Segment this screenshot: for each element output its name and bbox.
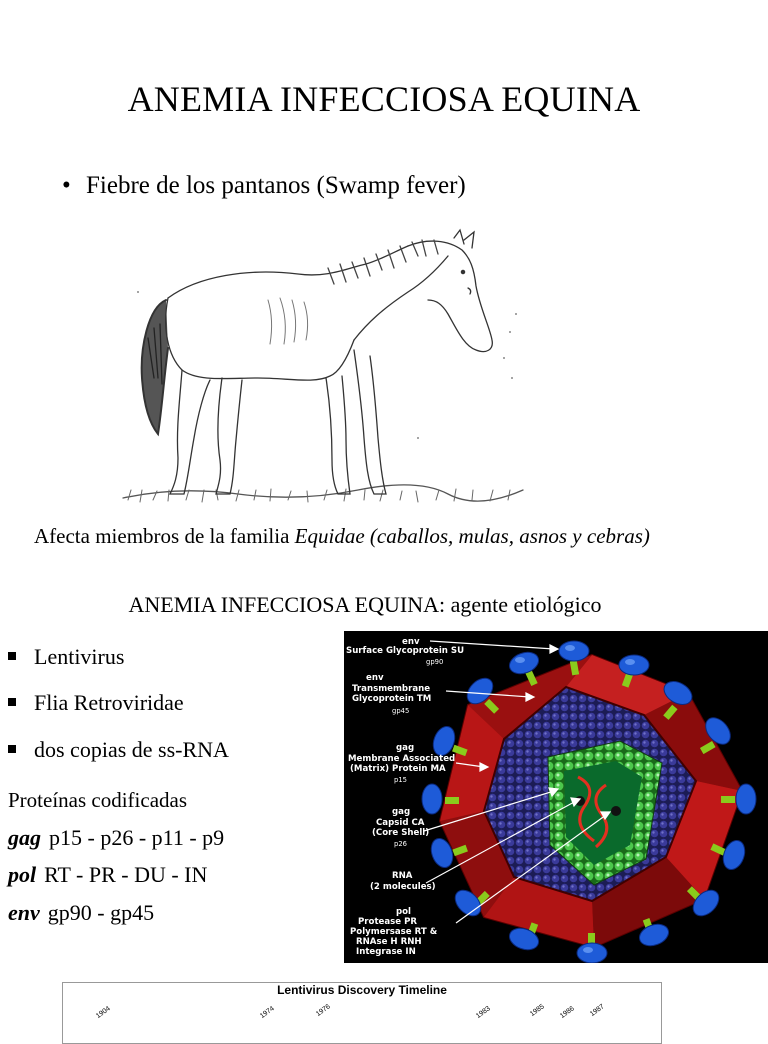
slide-title: ANEMIA INFECCIOSA EQUINA <box>127 79 641 119</box>
pol-name-label-3: RNAse H RNH <box>356 937 422 947</box>
horse-illustration <box>118 228 530 520</box>
family-caption <box>34 524 650 549</box>
lentivirus-timeline <box>62 982 662 1044</box>
ca-name-label-2: (Core Shell) <box>372 828 430 838</box>
protein-list: gp90 - gp45 <box>47 900 155 925</box>
tm-gene-label: env <box>366 673 384 683</box>
timeline-title: Lentivirus Discovery Timeline <box>277 983 447 997</box>
protein-row-pol <box>8 862 207 888</box>
tm-code-label: gp45 <box>392 707 410 715</box>
pol-name-label-1: Protease PR <box>358 917 418 927</box>
square-bullet-icon <box>8 652 16 660</box>
pol-gene-label: pol <box>396 907 412 917</box>
section-heading: ANEMIA INFECCIOSA EQUINA: agente etiológico <box>128 592 602 617</box>
timeline-year: 1904 <box>94 1005 112 1020</box>
su-gene-label: env <box>402 637 420 647</box>
bullet-text: Fiebre de los pantanos (Swamp fever) <box>86 172 466 199</box>
square-bullet-icon <box>8 698 16 706</box>
proteins-label: Proteínas codificadas <box>8 788 188 812</box>
timeline-year: 1985 <box>528 1003 546 1018</box>
ca-gene-label: gag <box>392 807 411 817</box>
ma-gene-label: gag <box>396 743 415 753</box>
tm-name-label-2: Glycoprotein TM <box>352 694 432 704</box>
swamp-fever-bullet <box>62 172 466 200</box>
pol-name-label-4: Integrase IN <box>356 947 416 957</box>
bullet-lentivirus <box>8 644 124 670</box>
gene-name: gag <box>8 825 41 850</box>
bullet-retroviridae <box>8 690 184 716</box>
ca-name-label-1: Capsid CA <box>376 818 425 828</box>
bullet-ssrna <box>8 737 229 763</box>
caption-prefix: Afecta miembros de la familia <box>34 524 295 548</box>
bullet-text: Lentivirus <box>34 644 125 669</box>
pol-name-label-2: Polymersase RT & <box>350 927 438 937</box>
protein-row-gag <box>8 825 224 851</box>
protein-row-env <box>8 900 154 926</box>
su-code-label: gp90 <box>426 658 444 666</box>
timeline-year: 1974 <box>258 1005 276 1020</box>
tm-name-label-1: Transmembrane <box>352 684 431 694</box>
timeline-year: 1976 <box>314 1003 332 1018</box>
timeline-year: 1987 <box>588 1003 606 1018</box>
bullet-text: dos copias de ss-RNA <box>34 737 229 762</box>
bullet-dot-icon: • <box>62 172 71 199</box>
protein-list: p15 - p26 - p11 - p9 <box>49 825 225 850</box>
rna-label-2: (2 molecules) <box>370 882 436 892</box>
gene-name: pol <box>8 862 37 887</box>
square-bullet-icon <box>8 745 16 753</box>
caption-italic: Equidae (caballos, mulas, asnos y cebras) <box>294 524 650 548</box>
timeline-year: 1986 <box>558 1005 576 1020</box>
ma-name-label-1: Membrane Associated <box>348 754 456 764</box>
su-name-label: Surface Glycoprotein SU <box>346 646 465 656</box>
rna-label-1: RNA <box>392 871 413 881</box>
gene-name: env <box>8 900 40 925</box>
bullet-text: Flia Retroviridae <box>34 690 184 715</box>
virus-diagram <box>344 631 768 963</box>
timeline-year: 1983 <box>474 1005 492 1020</box>
protein-list: RT - PR - DU - IN <box>44 862 208 887</box>
ma-name-label-2: (Matrix) Protein MA <box>350 764 446 774</box>
ma-code-label: p15 <box>394 776 407 784</box>
ca-code-label: p26 <box>394 840 407 848</box>
